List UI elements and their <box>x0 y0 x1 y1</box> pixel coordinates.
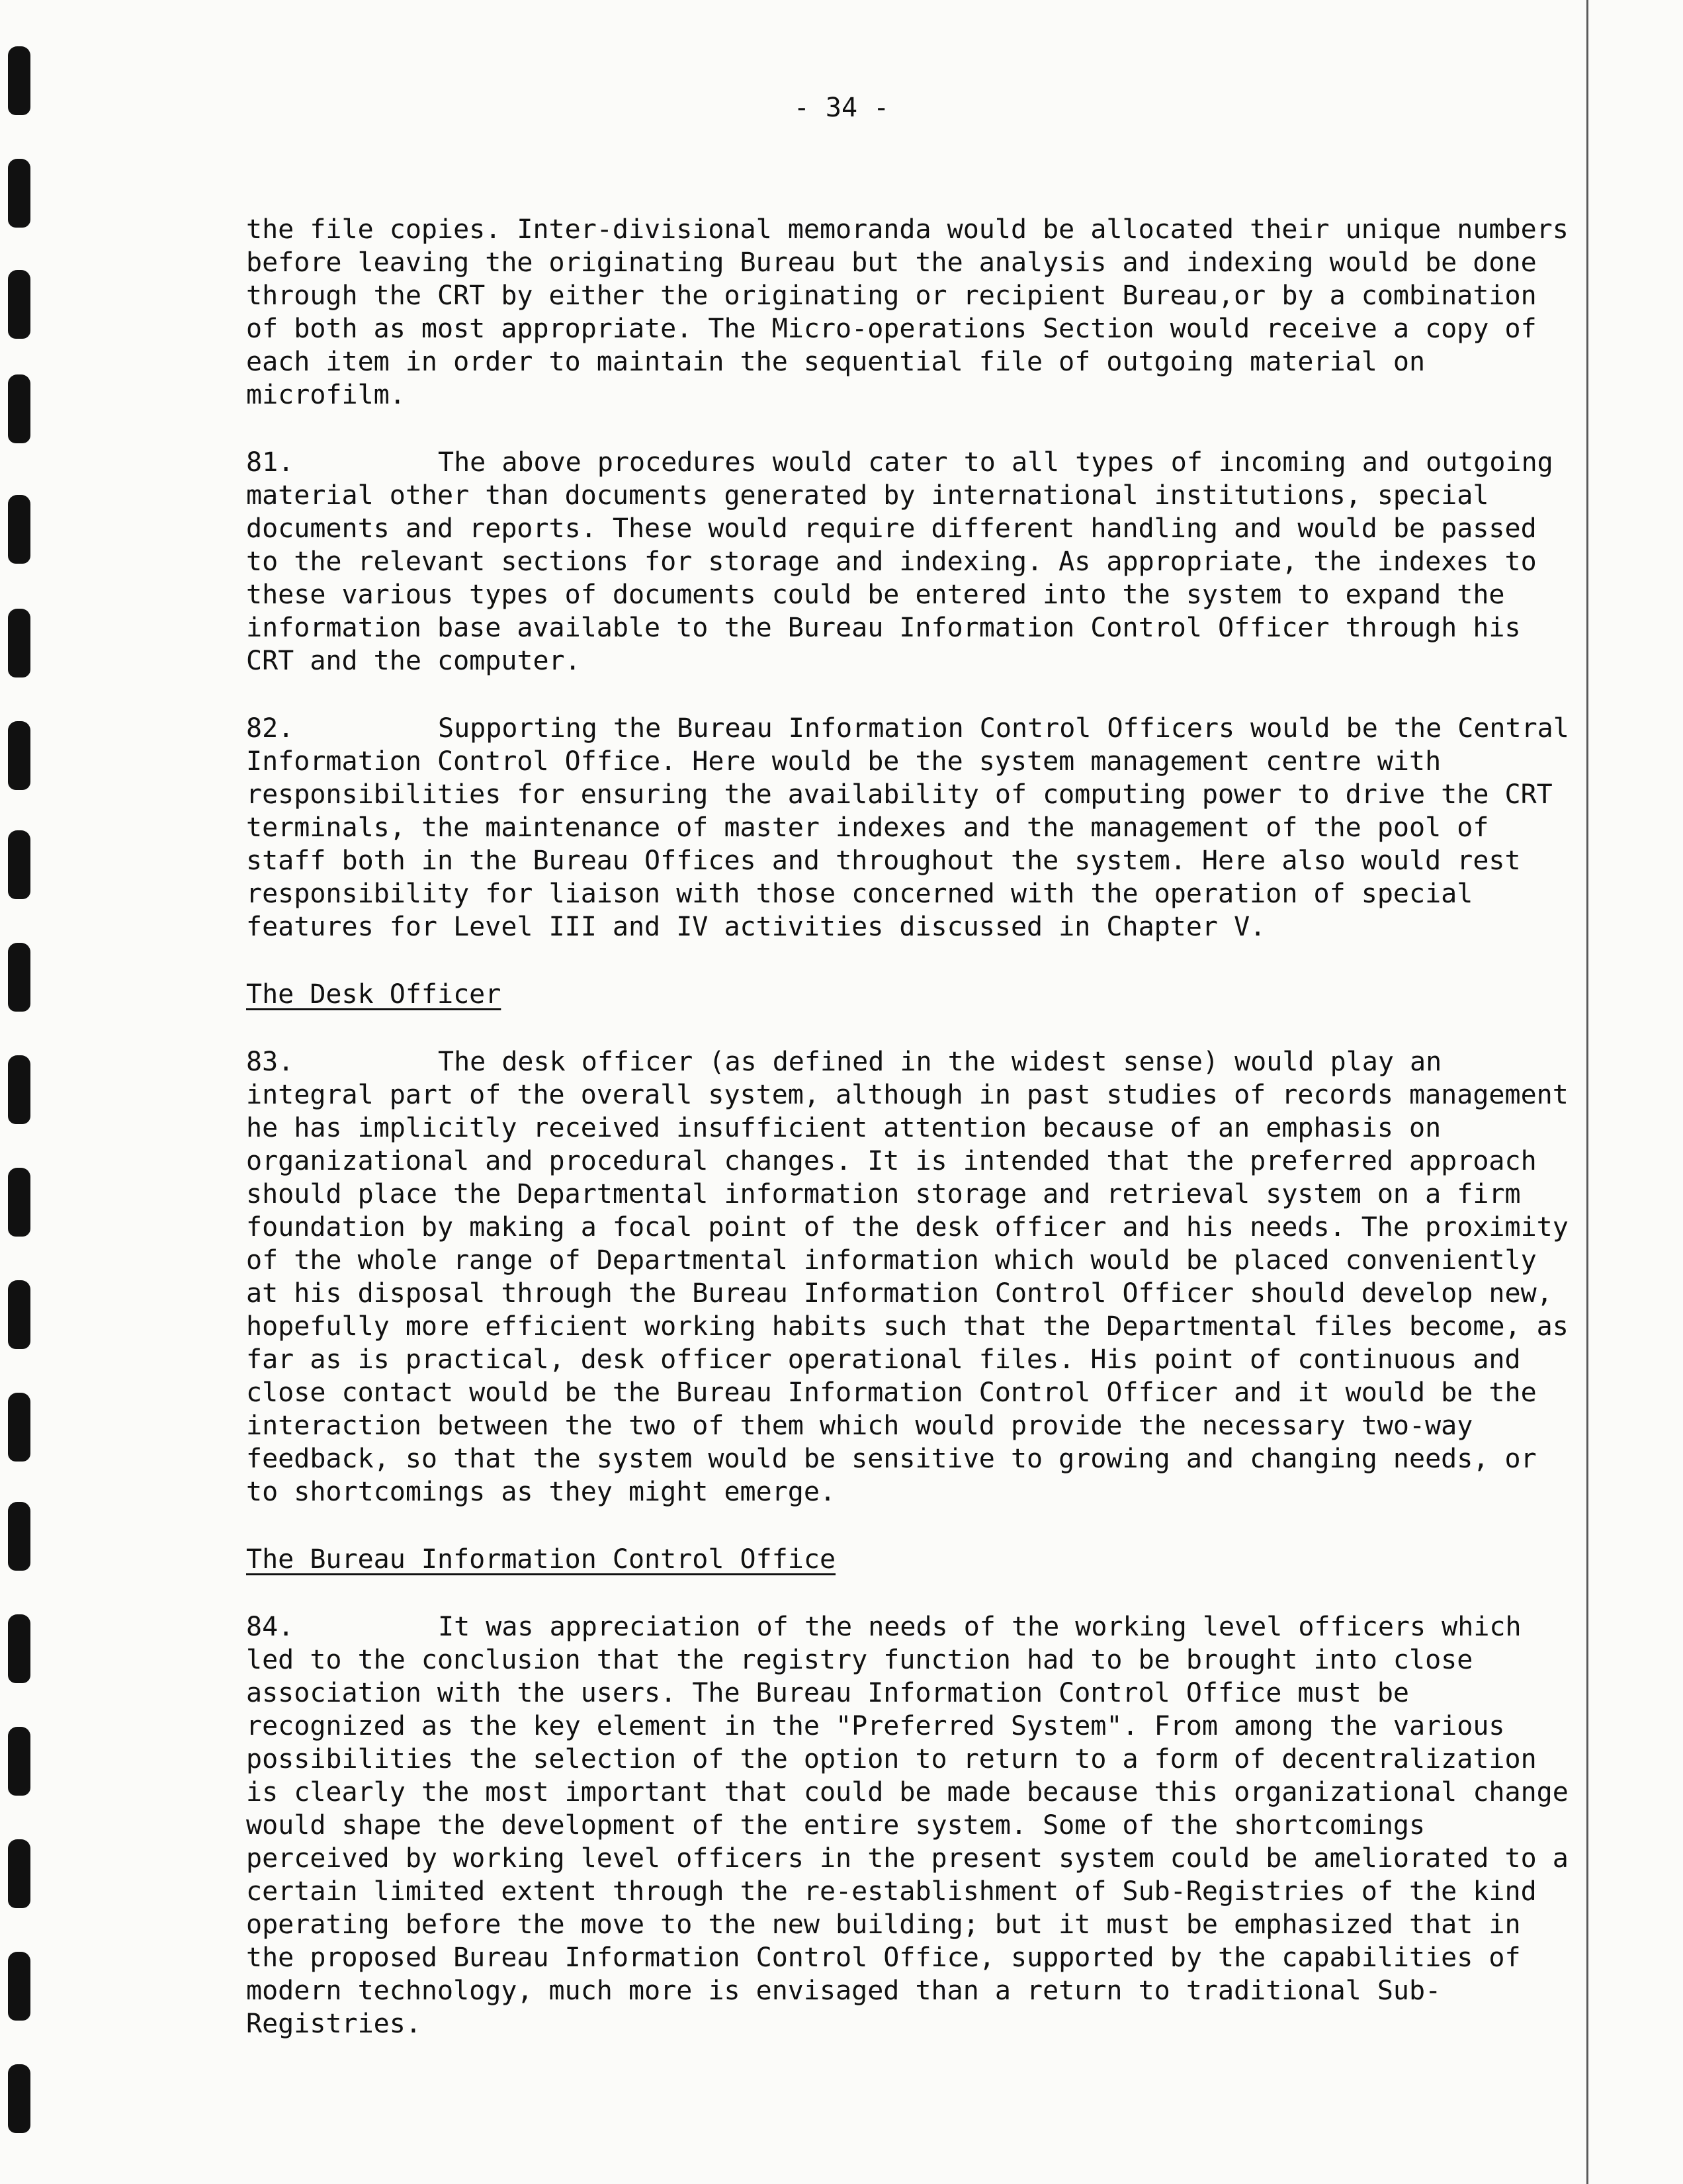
paragraph-83 <box>246 1045 1582 1508</box>
binder-hole <box>8 943 30 1012</box>
section-heading-bureau-office: The Bureau Information Control Office <box>246 1544 836 1575</box>
paragraph-text: The above procedures would cater to all types of incoming and outgoing material other than documents generated by international institutions, special documents and reports. These would require different handling and would be passed to the relevant sections for storage and indexing. As appropriate, the indexes to these various types of documents could be entered into the system to expand the information base available to the Bureau Information Control Officer through his CRT and the computer. <box>246 447 1553 676</box>
binder-hole <box>8 830 30 899</box>
paragraph-text: the file copies. Inter-divisional memoranda would be allocated their unique numbers before leaving the originating Bureau but the analysis and indexing would be done through the CRT by either the originating or recipient Bureau,or by a combination of both as most appropriate. The Micro-operations Section would receive a copy of each item in order to maintain the sequential file of outgoing material on microfilm. <box>246 214 1569 410</box>
paragraph-81 <box>246 446 1582 677</box>
paragraph-continuation <box>246 213 1582 412</box>
paragraph-text: The desk officer (as defined in the widest sense) would play an integral part of the overall system, although in past studies of records management he has implicitly received insufficient attention because of an emphasis on organizational and procedural changes. It is intended that the preferred approach should place the Departmental information storage and retrieval system on a firm foundation by making a focal point of the desk officer and his needs. The proximity of the whole range of Departmental information which would be placed conveniently at his disposal through the Bureau Information Control Officer should develop new, hopefully more efficient working habits such that the Departmental files become, as far as is practical, desk officer operational files. His point of continuous and close contact would be the Bureau Information Control Officer and it would be the interaction between the two of them which would provide the necessary two-way feedback, so that the system would be sensitive to growing and changing needs, or to shortcomings as they might emerge. <box>246 1047 1569 1507</box>
paragraph-number: 82. <box>246 713 294 744</box>
paragraph-text: Supporting the Bureau Information Control Officers would be the Central Information Control Office. Here would be the system management centre with responsibilities for ensuring the availability of computing power to drive the CRT terminals, the maintenance of master indexes and the management of the pool of staff both in the Bureau Offices and throughout the system. Here also would rest responsibility for liaison with those concerned with the operation of special features for Level III and IV activities discussed in Chapter V. <box>246 713 1569 942</box>
binder-hole <box>8 2064 30 2133</box>
binder-hole <box>8 374 30 443</box>
binder-hole <box>8 270 30 339</box>
paragraph-number: 83. <box>246 1047 294 1077</box>
paragraph-number: 81. <box>246 447 294 478</box>
binder-hole <box>8 159 30 228</box>
paragraph-84 <box>246 1610 1582 2040</box>
binder-hole <box>8 1952 30 2021</box>
paragraph-number: 84. <box>246 1612 294 1642</box>
page-number: - 34 - <box>793 93 890 123</box>
binder-hole <box>8 721 30 790</box>
binder-hole <box>8 609 30 677</box>
section-heading-desk-officer: The Desk Officer <box>246 979 501 1010</box>
binder-hole <box>8 1502 30 1571</box>
binder-hole <box>8 1393 30 1462</box>
binder-hole <box>8 495 30 564</box>
binder-hole <box>8 1839 30 1908</box>
binder-hole <box>8 1614 30 1683</box>
paragraph-text: It was appreciation of the needs of the working level officers which led to the conclusion that the registry function had to be brought into close association with the users. The Bureau Information Control Office must be recognized as the key element in the "Preferred System". From among the various possibilities the selection of the option to return to a form of decentralization is clearly the most important that could be made because this organizational change would shape the development of the entire system. Some of the shortcomings perceived by working level officers in the present system could be ameliorated to a certain limited extent through the re-establishment of Sub-Registries of the kind operating before the move to the new building; but it must be emphasized that in the proposed Bureau Information Control Office, supported by the capabilities of modern technology, much more is envisaged than a return to traditional Sub-Registries. <box>246 1612 1569 2039</box>
binder-hole <box>8 1280 30 1349</box>
paragraph-82 <box>246 712 1582 943</box>
binder-hole <box>8 1168 30 1237</box>
binder-hole <box>8 1727 30 1796</box>
binder-holes <box>8 0 34 2184</box>
binder-hole <box>8 1055 30 1124</box>
document-body <box>246 213 1582 2075</box>
page-edge-line <box>1586 0 1588 2184</box>
